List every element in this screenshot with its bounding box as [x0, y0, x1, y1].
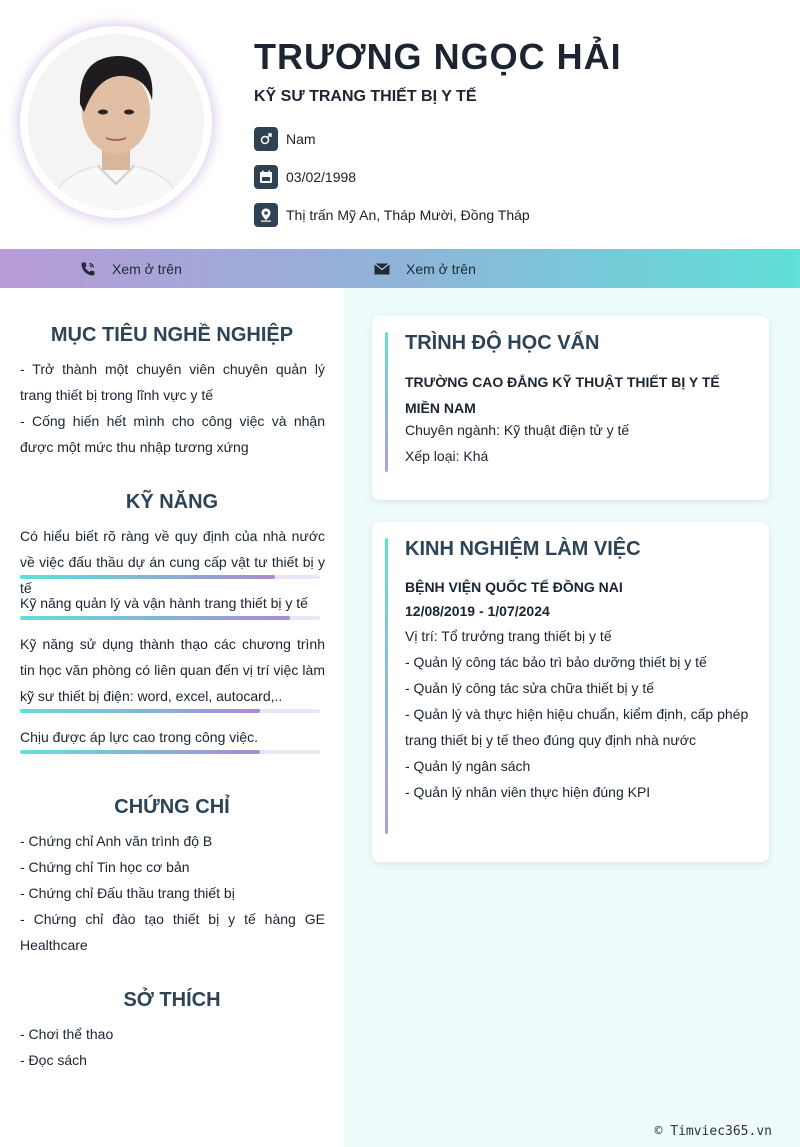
skill-item: Kỹ năng sử dụng thành thạo các chương trình tin học văn phòng có liên quan đến vị trí việc làm kỹ sư thiết bị điện: word, excel, autocard,..	[20, 636, 325, 704]
cv-header	[0, 0, 800, 249]
right-column	[344, 288, 800, 1147]
certificate-item: - Chứng chỉ Tin học cơ bản	[20, 859, 190, 875]
hobby-item: - Chơi thể thao	[20, 1026, 114, 1042]
objective-item: - Cống hiến hết mình cho công việc và nhận được một mức thu nhập tương xứng	[20, 413, 325, 455]
skill-level-fill	[20, 750, 260, 754]
skill-level-fill	[20, 709, 260, 713]
left-column	[0, 288, 344, 1147]
work-period: 12/08/2019 - 1/07/2024	[405, 603, 550, 619]
experience-title: KINH NGHIỆM LÀM VIỆC	[405, 538, 641, 560]
card-accent-line	[385, 538, 388, 834]
hobby-item: - Đọc sách	[20, 1052, 87, 1068]
skill-item: Có hiểu biết rõ ràng về quy định của nhà nước về việc đấu thầu dự án cung cấp vật tư thiết bị y tế	[20, 528, 325, 596]
hobbies-title: SỞ THÍCH	[123, 989, 221, 1011]
skill-level-bar	[20, 709, 320, 713]
experience-card	[372, 522, 769, 862]
candidate-name: TRƯƠNG NGỌC HẢI	[254, 36, 622, 77]
birthday-value: 03/02/1998	[286, 169, 357, 185]
skill-item: Kỹ năng quản lý và vận hành trang thiết bị y tế	[20, 595, 308, 611]
education-major: Chuyên ngành: Kỹ thuật điện tử y tế	[405, 422, 630, 438]
email-value: Xem ở trên	[406, 260, 476, 277]
calendar-icon	[254, 165, 278, 189]
skills-title: KỸ NĂNG	[125, 491, 219, 513]
skill-level-fill	[20, 575, 275, 579]
address-value: Thị trấn Mỹ An, Tháp Mười, Đồng Tháp	[286, 207, 530, 223]
location-pin-icon	[254, 203, 278, 227]
experience-line: - Quản lý nhân viên thực hiện đúng KPI	[405, 784, 651, 800]
company-name: BỆNH VIỆN QUỐC TẾ ĐỒNG NAI	[405, 579, 623, 595]
certificates-title: CHỨNG CHỈ	[114, 796, 230, 818]
certificate-item: - Chứng chỉ Đấu thầu trang thiết bị	[20, 885, 235, 901]
experience-line: Vị trí: Tổ trưởng trang thiết bị y tế	[405, 628, 612, 644]
gender-icon	[254, 127, 278, 151]
address-row	[254, 203, 530, 227]
education-card	[372, 316, 769, 500]
skill-level-bar	[20, 616, 320, 620]
contact-bar	[0, 249, 800, 288]
phone-value: Xem ở trên	[112, 260, 182, 277]
footer-credit: © Timviec365.vn	[654, 1124, 772, 1139]
skill-item: Chịu được áp lực cao trong công việc.	[20, 729, 259, 745]
objective-item: - Trở thành một chuyên viên chuyên quản lý trang thiết bị trong lĩnh vực y tế	[20, 361, 325, 403]
avatar	[28, 34, 204, 210]
education-grade: Xếp loại: Khá	[405, 448, 489, 464]
skill-level-bar	[20, 575, 320, 579]
phone-contact[interactable]	[80, 249, 182, 288]
objective-title: MỤC TIÊU NGHỀ NGHIỆP	[50, 324, 294, 346]
card-accent-line	[385, 332, 388, 472]
experience-line: - Quản lý ngân sách	[405, 758, 531, 774]
mail-icon	[374, 263, 390, 275]
job-title: KỸ SƯ TRANG THIẾT BỊ Y TẾ	[254, 88, 477, 105]
gender-value: Nam	[286, 131, 316, 147]
certificate-item: - Chứng chỉ Anh văn trình độ B	[20, 833, 213, 849]
experience-line: - Quản lý công tác bảo trì bảo dưỡng thiết bị y tế	[405, 654, 707, 670]
experience-line: - Quản lý công tác sửa chữa thiết bị y tế	[405, 680, 655, 696]
email-contact[interactable]	[374, 249, 476, 288]
school-name: TRƯỜNG CAO ĐẲNG KỸ THUẬT THIẾT BỊ Y TẾ MIỀN NAM	[405, 374, 720, 416]
experience-line: - Quản lý và thực hiện hiệu chuẩn, kiểm định, cấp phép trang thiết bị y tế theo đúng quy định nhà nước	[405, 706, 749, 748]
phone-icon	[80, 261, 96, 277]
avatar-frame	[20, 26, 212, 218]
education-title: TRÌNH ĐỘ HỌC VẤN	[405, 332, 600, 354]
certificate-item: - Chứng chỉ đào tạo thiết bị y tế hàng GE Healthcare	[20, 911, 325, 953]
gender-row	[254, 127, 316, 151]
skill-level-bar	[20, 750, 320, 754]
birthday-row	[254, 165, 356, 189]
skill-level-fill	[20, 616, 290, 620]
